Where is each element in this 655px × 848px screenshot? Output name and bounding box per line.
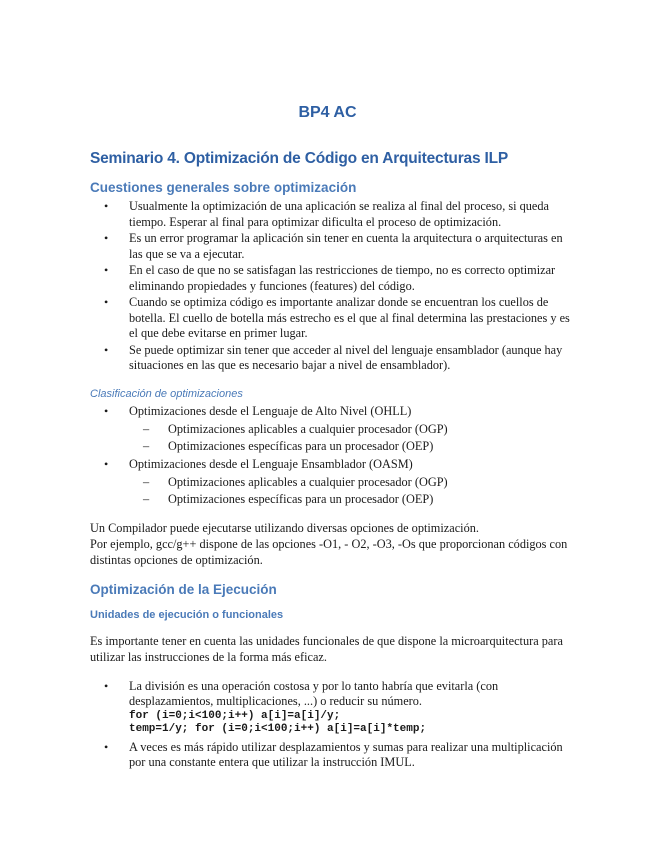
list-item [90, 455, 570, 473]
general-questions-heading: Cuestiones generales sobre optimización [90, 180, 357, 195]
bullet-icon: • [104, 678, 109, 693]
bullet-icon: • [104, 403, 109, 418]
seminar-heading: Seminario 4. Optimización de Código en Arquitecturas ILP [90, 150, 508, 167]
list-item [90, 231, 570, 262]
list-item [90, 740, 570, 771]
document-title: BP4 AC [298, 104, 357, 121]
compiler-paragraph-line2: Por ejemplo, gcc/g++ dispone de las opciones -O1, - O2, -O3, -Os que proporcionan códigos con distintas opciones de optimización. [90, 536, 568, 567]
classification-list [90, 402, 570, 420]
bullet-icon: • [104, 199, 109, 213]
classification-list [90, 455, 570, 473]
list-item-text: La división es una operación costosa y por lo tanto habría que evitarla (con desplazamientos, multiplicaciones, ...) o reducir su número. [129, 678, 499, 708]
compiler-paragraph-line1: Un Compilador puede ejecutarse utilizando diversas opciones de optimización. [90, 520, 479, 535]
list-item [90, 679, 570, 736]
list-item [90, 438, 570, 455]
general-questions-list [90, 199, 570, 374]
list-item-text: A veces es más rápido utilizar desplazamientos y sumas para realizar una multiplicación por una constante entera que utilizar la instrucción IMUL. [129, 739, 563, 769]
bullet-icon: • [104, 231, 109, 245]
functional-units-paragraph: Es importante tener en cuenta las unidades funcionales de que dispone la microarquitectura para utilizar las instrucciones de la forma más eficaz. [90, 633, 563, 664]
functional-units-heading: Unidades de ejecución o funcionales [90, 608, 284, 621]
bullet-icon: • [104, 456, 109, 471]
list-item-text: Optimizaciones específicas para un procesador (OEP) [168, 438, 434, 453]
list-item-text: Es un error programar la aplicación sin tener en cuenta la arquitectura o arquitecturas en las que se va a ejecutar. [129, 231, 563, 261]
classification-sublist [90, 421, 570, 455]
list-item-text: Cuando se optimiza código es importante analizar donde se encuentran los cuellos de botella. El cuello de botella más estrecho es el que al final determina las prestaciones y es el que debe evitarse en primer lugar. [129, 295, 570, 340]
document-body [90, 150, 570, 772]
code-line: temp=1/y; for (i=0;i<100;i++) a[i]=a[i]*temp; [129, 722, 427, 735]
code-line: for (i=0;i<100;i++) a[i]=a[i]/y; [129, 709, 341, 722]
bullet-icon: • [104, 295, 109, 309]
bullet-icon: • [104, 739, 109, 754]
list-item [90, 402, 570, 420]
list-item-text: Optimizaciones aplicables a cualquier procesador (OGP) [168, 421, 448, 436]
list-item-text: Se puede optimizar sin tener que acceder al nivel del lenguaje ensamblador (aunque hay situaciones en las que es necesario bajar a nivel de ensamblador). [129, 342, 563, 372]
list-item [90, 199, 570, 230]
list-item-text: Optimizaciones desde el Lenguaje de Alto Nivel (OHLL) [129, 403, 412, 418]
dash-icon: – [143, 421, 150, 436]
dash-icon: – [143, 491, 150, 506]
execution-heading: Optimización de la Ejecución [90, 581, 277, 597]
dash-icon: – [143, 438, 150, 453]
execution-list [90, 679, 570, 771]
bullet-icon: • [104, 263, 109, 277]
bullet-icon: • [104, 342, 109, 357]
list-item-text: Usualmente la optimización de una aplicación se realiza al final del proceso, si queda tiempo. Esperar al final para optimizar dificulta el proceso de optimización. [129, 199, 549, 229]
classification-sublist [90, 474, 570, 508]
list-item-text: En el caso de que no se satisfagan las restricciones de tiempo, no es correcto optimizar eliminando propiedades y funciones (features) del código. [129, 263, 556, 293]
list-item [90, 474, 570, 491]
list-item-text: Optimizaciones aplicables a cualquier procesador (OGP) [168, 474, 448, 489]
list-item [90, 491, 570, 508]
dash-icon: – [143, 474, 150, 489]
list-item-text: Optimizaciones desde el Lenguaje Ensamblador (OASM) [129, 456, 413, 471]
list-item [90, 263, 570, 294]
classification-heading: Clasificación de optimizaciones [90, 387, 243, 400]
list-item-text: Optimizaciones específicas para un procesador (OEP) [168, 491, 434, 506]
list-item [90, 343, 570, 374]
list-item [90, 295, 570, 342]
list-item [90, 421, 570, 438]
